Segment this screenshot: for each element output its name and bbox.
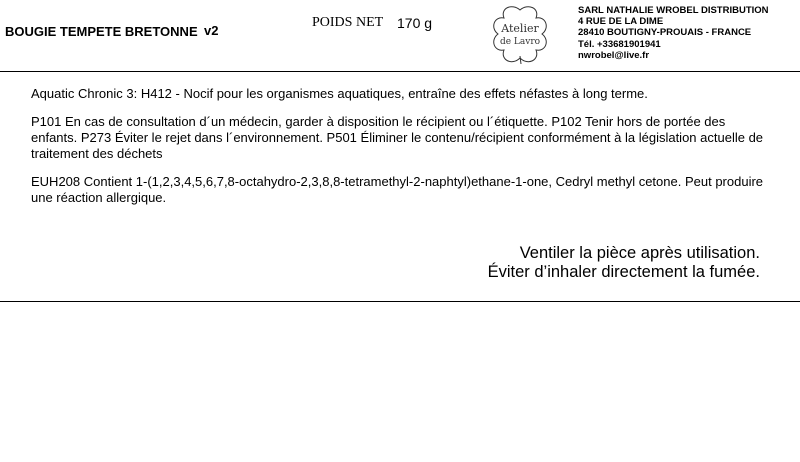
- footer-divider: [0, 301, 800, 302]
- hazard-statement: Aquatic Chronic 3: H412 - Nocif pour les organismes aquatiques, entraîne des effets néfastes à long terme.: [31, 86, 648, 101]
- company-block: [578, 5, 769, 61]
- header-divider: [0, 71, 800, 72]
- advice-line-smoke: Éviter d’inhaler directement la fumée.: [487, 263, 760, 281]
- advice-line-ventilate: Ventiler la pièce après utilisation.: [519, 244, 760, 262]
- company-city: 28410 BOUTIGNY-PROUAIS - FRANCE: [578, 27, 752, 39]
- net-weight-label: POIDS NET: [312, 15, 384, 30]
- product-name: BOUGIE TEMPETE BRETONNE: [5, 24, 198, 39]
- version-label: v2: [204, 23, 219, 38]
- euh-statement: EUH208 Contient 1-(1,2,3,4,5,6,7,8-octahydro-2,3,8,8-tetramethyl-2-naphtyl)ethane-1-one, Cedryl methyl cetone. Peut produire une réaction allergique.: [31, 174, 764, 205]
- brand-logo: [488, 4, 552, 66]
- company-phone: Tél. +33681901941: [578, 38, 661, 50]
- logo-text-line1: Atelier: [501, 22, 539, 35]
- net-weight-value: 170 g: [397, 15, 433, 31]
- precaution-statements: P101 En cas de consultation d´un médecin, garder à disposition le récipient ou l´étiquette. P102 Tenir hors de portée des enfants. P273 Éviter le rejet dans l´environnement. P501 Éliminer le contenu/récipient conformément à la législation actuelle de traitement des déchets: [31, 114, 764, 161]
- safety-text: [31, 86, 771, 218]
- company-name: SARL NATHALIE WROBEL DISTRIBUTION: [578, 5, 769, 16]
- company-address: 4 RUE DE LA DIME: [578, 16, 664, 28]
- usage-advice: [488, 244, 760, 282]
- clover-logo-icon: [488, 4, 552, 66]
- company-email: nwrobel@live.fr: [578, 49, 650, 61]
- logo-text-line2: de Lavro: [499, 37, 541, 47]
